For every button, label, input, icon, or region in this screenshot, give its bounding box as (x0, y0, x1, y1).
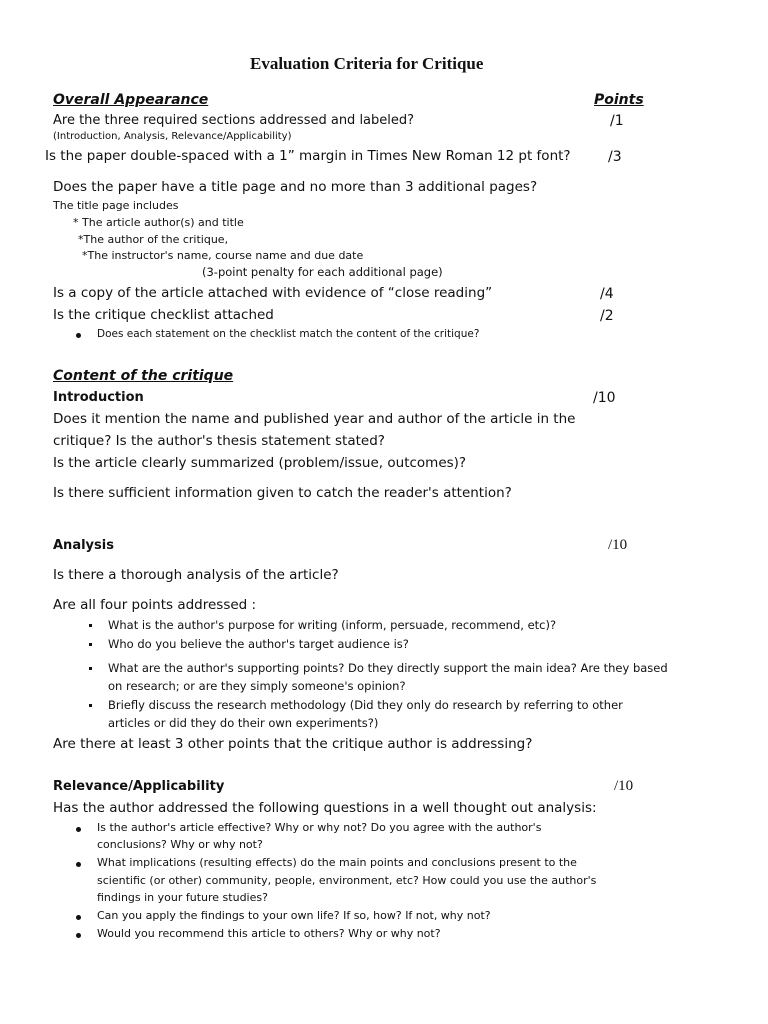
page-title: Evaluation Criteria for Critique (250, 54, 484, 73)
analysis-bullet-text: Briefly discuss the research methodology (Did they only do research by referring to other (108, 698, 623, 712)
question-format: Is the paper double-spaced with a 1” margin in Times New Roman 12 pt font? (45, 148, 571, 164)
section-heading-overall: Overall Appearance (53, 92, 209, 108)
bullet-icon (76, 933, 81, 938)
analysis-bullet-text: articles or did they do their own experiments?) (108, 716, 379, 730)
bullet-icon (76, 827, 81, 832)
analysis-bullet-text: What are the author's supporting points? Do they directly support the main idea? Are they based (108, 661, 668, 675)
intro-line: Is the article clearly summarized (problem/issue, outcomes)? (53, 455, 467, 471)
points-article-copy: /4 (600, 286, 614, 302)
analysis-bullet-text: What is the author's purpose for writing (inform, persuade, recommend, etc)? (108, 618, 557, 632)
points-relevance: /10 (614, 778, 634, 794)
bullet-icon (76, 915, 81, 920)
points-analysis: /10 (608, 537, 628, 553)
points-sections: /1 (610, 113, 624, 129)
section-heading-content: Content of the critique (53, 368, 234, 384)
question-article-copy: Is a copy of the article attached with evidence of “close reading” (53, 285, 493, 301)
relevance-bullet-text: scientific (or other) community, people, environment, etc? How could you use the author's (97, 874, 597, 887)
relevance-bullet-text: Would you recommend this article to others? Why or why not? (97, 927, 441, 940)
relevance-bullet-text: Can you apply the findings to your own life? If so, how? If not, why not? (97, 909, 491, 922)
question-title-page: Does the paper have a title page and no more than 3 additional pages? (53, 179, 538, 195)
analysis-question: Are there at least 3 other points that the critique author is addressing? (53, 736, 533, 752)
analysis-bullet-text: Who do you believe the author's target audience is? (108, 637, 409, 651)
penalty-note: (3-point penalty for each additional page) (202, 265, 443, 279)
points-header: Points (594, 92, 644, 108)
relevance-intro: Has the author addressed the following questions in a well thought out analysis: (53, 800, 597, 816)
question-sections-note: (Introduction, Analysis, Relevance/Applicability) (53, 131, 292, 142)
points-introduction: /10 (593, 390, 616, 406)
checklist-bullet-text: Does each statement on the checklist match the content of the critique? (97, 328, 480, 340)
question-sections: Are the three required sections addressed and labeled? (53, 113, 415, 128)
bullet-icon (89, 667, 92, 670)
bullet-icon (89, 643, 92, 646)
relevance-bullet-text: Is the author's article effective? Why or why not? Do you agree with the author's (97, 821, 542, 834)
subsection-heading-analysis: Analysis (53, 538, 114, 553)
subsection-heading-introduction: Introduction (53, 390, 144, 405)
intro-line: critique? Is the author's thesis statement stated? (53, 433, 385, 449)
relevance-bullet-text: conclusions? Why or why not? (97, 838, 263, 851)
relevance-bullet-text: findings in your future studies? (97, 891, 268, 904)
title-page-item: * The article author(s) and title (73, 216, 244, 229)
title-page-item: *The author of the critique, (78, 233, 229, 246)
points-format: /3 (608, 149, 622, 165)
analysis-bullet-text: on research; or are they simply someone's opinion? (108, 679, 406, 693)
bullet-icon (76, 862, 81, 867)
analysis-question: Is there a thorough analysis of the article? (53, 567, 339, 583)
analysis-question: Are all four points addressed : (53, 597, 257, 613)
title-page-intro: The title page includes (53, 199, 179, 212)
bullet-icon (89, 704, 92, 707)
bullet-icon (89, 624, 92, 627)
points-checklist: /2 (600, 308, 614, 324)
relevance-bullet-text: What implications (resulting effects) do the main points and conclusions present to the (97, 856, 577, 869)
intro-line: Is there sufficient information given to catch the reader's attention? (53, 485, 512, 501)
question-checklist: Is the critique checklist attached (53, 307, 274, 323)
title-page-item: *The instructor's name, course name and due date (82, 249, 364, 262)
bullet-icon (76, 333, 81, 338)
intro-line: Does it mention the name and published year and author of the article in the (53, 411, 576, 427)
subsection-heading-relevance: Relevance/Applicability (53, 779, 225, 794)
